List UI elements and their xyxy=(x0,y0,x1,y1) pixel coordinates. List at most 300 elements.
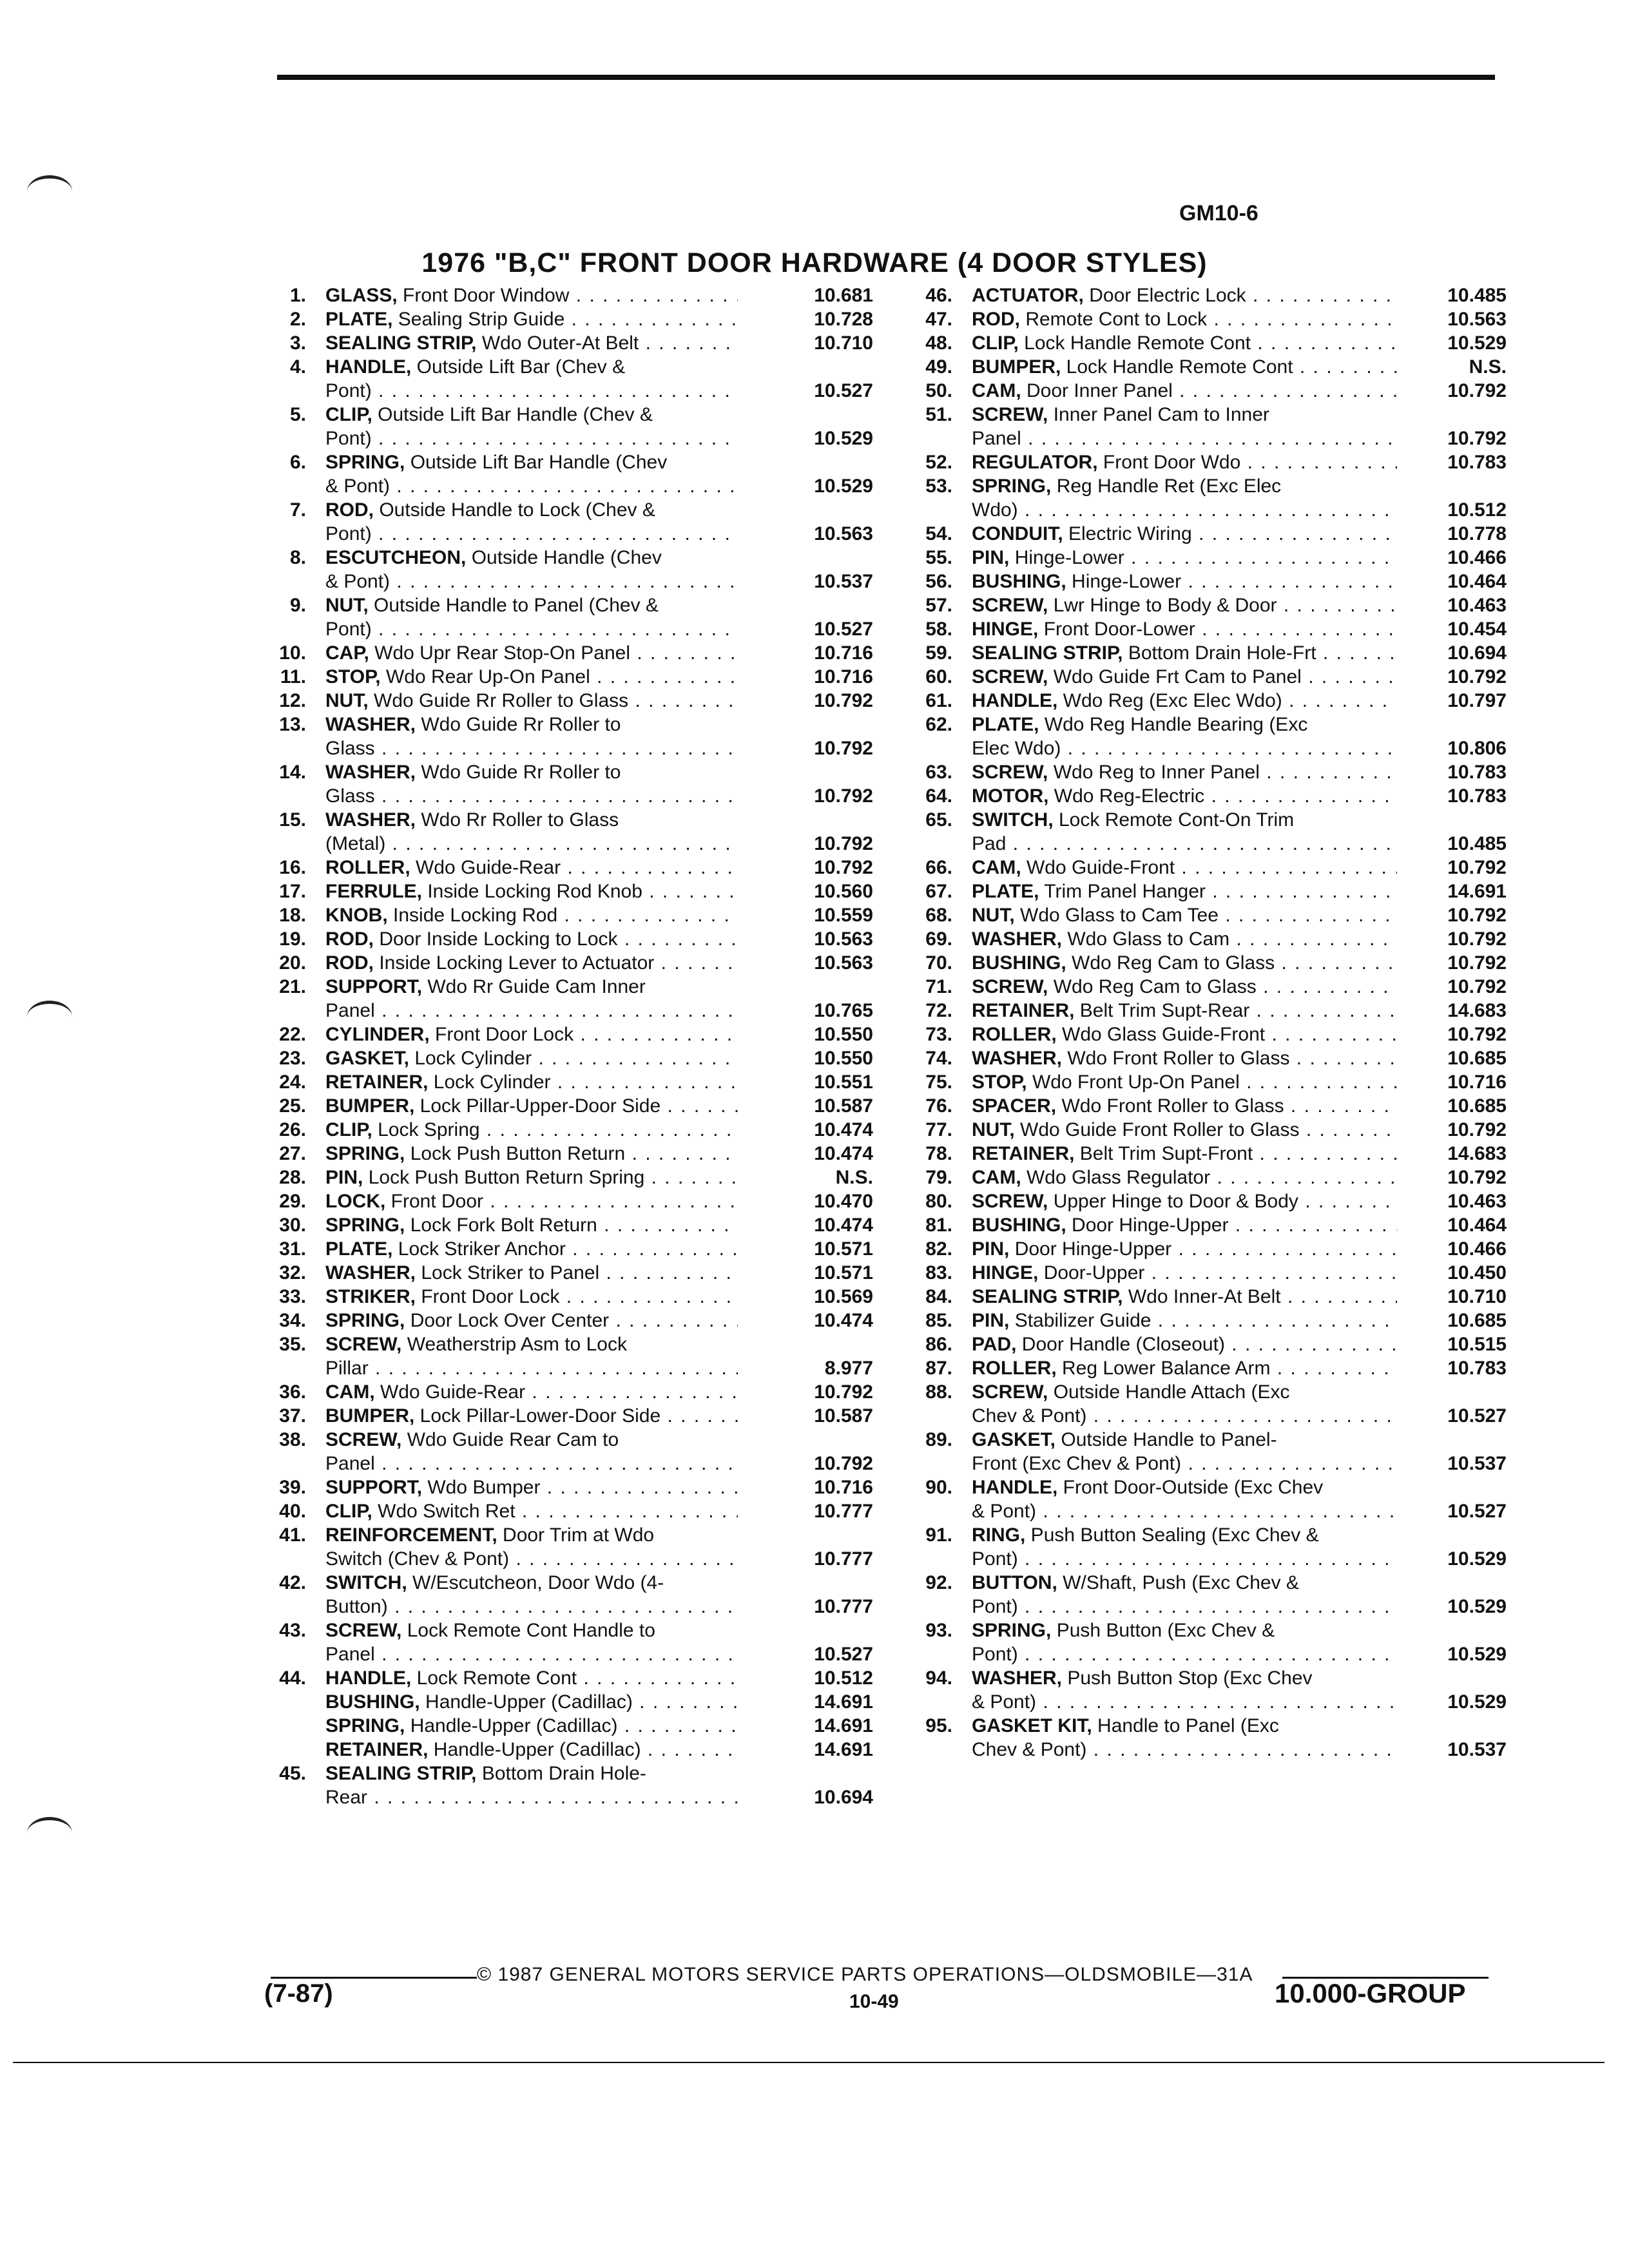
part-name: SEALING STRIP, xyxy=(972,1286,1123,1307)
part-name: RETAINER, xyxy=(325,1739,429,1760)
parts-list-item xyxy=(261,1237,873,1261)
item-number: 36. xyxy=(279,1381,306,1403)
binding-mark xyxy=(27,175,72,191)
parts-list-item xyxy=(907,1023,1507,1046)
item-number: 21. xyxy=(279,976,306,997)
group-number: 10.529 xyxy=(1447,332,1507,354)
parts-list-left xyxy=(261,284,873,1809)
item-number: 67. xyxy=(925,881,952,902)
parts-list-item xyxy=(907,1094,1507,1118)
parts-list-item xyxy=(907,1189,1507,1213)
item-number: 82. xyxy=(925,1238,952,1260)
item-number: 55. xyxy=(925,547,952,568)
part-name: ESCUTCHEON, xyxy=(325,547,467,568)
parts-list-item xyxy=(261,1309,873,1332)
item-description: WASHER, Wdo Guide Rr Roller to xyxy=(325,714,621,735)
group-number: 10.464 xyxy=(1447,571,1507,592)
parts-list-item xyxy=(261,1762,873,1809)
parts-list-item xyxy=(907,1142,1507,1166)
parts-list-item xyxy=(261,331,873,355)
parts-list-item xyxy=(261,1046,873,1070)
item-number: 72. xyxy=(925,1000,952,1021)
group-number: 10.783 xyxy=(1447,1358,1507,1379)
parts-list-item xyxy=(907,903,1507,927)
group-number: 10.527 xyxy=(814,380,873,401)
part-name: CLIP, xyxy=(325,404,372,425)
parts-list-item xyxy=(907,1261,1507,1285)
item-description: Pont) . . . xyxy=(325,427,738,450)
binding-mark xyxy=(27,1817,72,1833)
item-description: BUMPER, Lock Pillar-Upper-Door Side . . . xyxy=(325,1094,738,1118)
item-description: Chev & Pont) . . . xyxy=(972,1404,1397,1428)
copyright-text: © 1987 GENERAL MOTORS SERVICE PARTS OPERATIONS—OLDSMOBILE—31A xyxy=(477,1964,1253,1985)
parts-list-item xyxy=(907,1428,1507,1475)
item-description: Pont) . . . xyxy=(972,1642,1397,1666)
item-number: 65. xyxy=(925,809,952,831)
item-description: SCREW, Outside Handle Attach (Exc xyxy=(972,1381,1290,1403)
parts-list-item xyxy=(261,903,873,927)
item-description: ROD, Inside Locking Lever to Actuator . . . xyxy=(325,951,738,975)
item-number: 13. xyxy=(279,714,306,735)
parts-list-item xyxy=(907,808,1507,856)
group-number: 10.560 xyxy=(814,881,873,902)
part-name: SWITCH, xyxy=(325,1572,407,1593)
item-number: 94. xyxy=(925,1667,952,1689)
parts-list-item xyxy=(907,1475,1507,1523)
group-number: 10.792 xyxy=(814,690,873,711)
group-number: 10.777 xyxy=(814,1501,873,1522)
part-name: BUMPER, xyxy=(325,1405,415,1427)
item-description: Wdo) . . . xyxy=(972,498,1397,522)
group-number: 10.792 xyxy=(1447,857,1507,878)
group-number: 10.792 xyxy=(814,857,873,878)
parts-list-item xyxy=(907,1213,1507,1237)
item-description: SCREW, Upper Hinge to Door & Body . . . xyxy=(972,1189,1397,1213)
item-number: 86. xyxy=(925,1334,952,1355)
parts-list-item xyxy=(261,1738,873,1762)
item-number: 78. xyxy=(925,1143,952,1164)
group-number: 10.710 xyxy=(814,332,873,354)
item-description: Chev & Pont) . . . xyxy=(972,1738,1397,1762)
item-number: 76. xyxy=(925,1095,952,1117)
item-description: NUT, Wdo Glass to Cam Tee . . . xyxy=(972,903,1397,927)
part-name: HANDLE, xyxy=(325,1667,412,1689)
item-description: BUSHING, Door Hinge-Upper . . . xyxy=(972,1213,1397,1237)
item-number: 89. xyxy=(925,1429,952,1450)
item-number: 2. xyxy=(289,309,306,330)
group-number: 10.550 xyxy=(814,1048,873,1069)
parts-list-item xyxy=(261,284,873,307)
item-description: HINGE, Door-Upper . . . xyxy=(972,1261,1397,1285)
group-number: 14.683 xyxy=(1447,1143,1507,1164)
item-description: CAM, Door Inner Panel . . . xyxy=(972,379,1397,403)
item-number: 18. xyxy=(279,905,306,926)
parts-list-item xyxy=(261,665,873,689)
item-number: 40. xyxy=(279,1501,306,1522)
part-name: SPRING, xyxy=(325,1715,405,1736)
item-description: STOP, Wdo Rear Up-On Panel . . . xyxy=(325,665,738,689)
item-number: 95. xyxy=(925,1715,952,1736)
group-number: 10.527 xyxy=(814,1644,873,1665)
item-description: & Pont) . . . xyxy=(325,570,738,593)
parts-list-item xyxy=(907,546,1507,570)
parts-list-item xyxy=(261,713,873,760)
parts-list-item xyxy=(261,879,873,903)
item-number: 24. xyxy=(279,1072,306,1093)
item-number: 54. xyxy=(925,523,952,544)
item-number: 23. xyxy=(279,1048,306,1069)
item-description: Pont) . . . xyxy=(325,379,738,403)
item-number: 5. xyxy=(289,404,306,425)
item-description: CLIP, Lock Spring . . . xyxy=(325,1118,738,1142)
parts-list-item xyxy=(261,355,873,403)
group-number: 10.792 xyxy=(1447,952,1507,974)
item-description: Panel . . . xyxy=(325,1452,738,1475)
group-number: 10.778 xyxy=(1447,523,1507,544)
group-number: 10.571 xyxy=(814,1262,873,1283)
item-description: SPACER, Wdo Front Roller to Glass . . . xyxy=(972,1094,1397,1118)
item-number: 46. xyxy=(925,285,952,306)
part-name: HINGE, xyxy=(972,1262,1039,1283)
part-name: SCREW, xyxy=(325,1620,402,1641)
item-description: Pont) . . . xyxy=(972,1595,1397,1619)
item-number: 16. xyxy=(279,857,306,878)
part-name: HANDLE, xyxy=(325,356,412,378)
footer-date: (7-87) xyxy=(264,1979,333,2008)
parts-list-item xyxy=(907,665,1507,689)
item-description: BUSHING, Wdo Reg Cam to Glass . . . xyxy=(972,951,1397,975)
item-number: 25. xyxy=(279,1095,306,1117)
part-name: GLASS, xyxy=(325,285,398,306)
parts-list-item xyxy=(261,307,873,331)
item-description: REGULATOR, Front Door Wdo . . . xyxy=(972,450,1397,474)
group-number: 10.563 xyxy=(1447,309,1507,330)
group-number: 10.466 xyxy=(1447,547,1507,568)
group-number: 10.454 xyxy=(1447,619,1507,640)
item-number: 85. xyxy=(925,1310,952,1331)
part-name: CONDUIT, xyxy=(972,523,1063,544)
group-number: 10.529 xyxy=(1447,1644,1507,1665)
item-number: 64. xyxy=(925,785,952,807)
item-number: 44. xyxy=(279,1667,306,1689)
group-number: 10.470 xyxy=(814,1191,873,1212)
item-description: CLIP, Outside Lift Bar Handle (Chev & xyxy=(325,404,653,425)
parts-list-item xyxy=(907,1070,1507,1094)
part-name: FERRULE, xyxy=(325,881,422,902)
group-number: 10.512 xyxy=(1447,499,1507,521)
parts-list-item xyxy=(261,927,873,951)
item-number: 19. xyxy=(279,928,306,950)
part-name: RING, xyxy=(972,1524,1026,1546)
item-description: Elec Wdo) . . . xyxy=(972,736,1397,760)
item-description: ROLLER, Reg Lower Balance Arm . . . xyxy=(972,1356,1397,1380)
parts-list-item xyxy=(261,641,873,665)
parts-list-item xyxy=(261,1571,873,1619)
parts-list-item xyxy=(907,689,1507,713)
item-description: (Metal) . . . xyxy=(325,832,738,856)
parts-list-item xyxy=(907,1666,1507,1714)
item-description: SCREW, Wdo Reg Cam to Glass . . . xyxy=(972,975,1397,999)
item-description: WASHER, Wdo Rr Roller to Glass xyxy=(325,809,619,831)
part-name: SEALING STRIP, xyxy=(972,642,1123,664)
item-description: FERRULE, Inside Locking Rod Knob . . . xyxy=(325,879,738,903)
group-number: 10.466 xyxy=(1447,1238,1507,1260)
group-number: 10.783 xyxy=(1447,452,1507,473)
part-name: HANDLE, xyxy=(972,1477,1058,1498)
item-description: Glass . . . xyxy=(325,784,738,808)
item-description: SCREW, Inner Panel Cam to Inner xyxy=(972,404,1269,425)
group-number: 10.797 xyxy=(1447,690,1507,711)
part-name: PAD, xyxy=(972,1334,1017,1355)
part-name: SCREW, xyxy=(972,666,1048,687)
part-name: WASHER, xyxy=(972,1667,1063,1689)
parts-list-item xyxy=(907,951,1507,975)
parts-list-item xyxy=(907,975,1507,999)
item-number: 7. xyxy=(289,499,306,521)
item-description: WASHER, Wdo Guide Rr Roller to xyxy=(325,762,621,783)
item-description: PIN, Door Hinge-Upper . . . xyxy=(972,1237,1397,1261)
item-number: 28. xyxy=(279,1167,306,1188)
group-number: 10.777 xyxy=(814,1548,873,1570)
group-number: 10.685 xyxy=(1447,1048,1507,1069)
parts-list-item xyxy=(907,1714,1507,1762)
part-name: SUPPORT, xyxy=(325,976,423,997)
group-number: 10.529 xyxy=(1447,1596,1507,1617)
parts-list-item xyxy=(907,1356,1507,1380)
group-number: 10.792 xyxy=(1447,666,1507,687)
group-number: 10.681 xyxy=(814,285,873,306)
parts-list-item xyxy=(261,1118,873,1142)
item-number: 29. xyxy=(279,1191,306,1212)
item-description: LOCK, Front Door . . . xyxy=(325,1189,738,1213)
parts-list-item xyxy=(261,546,873,593)
parts-list-item xyxy=(907,1571,1507,1619)
item-description: ROD, Door Inside Locking to Lock . . . xyxy=(325,927,738,951)
footer-rule-left xyxy=(271,1977,477,1979)
item-number: 53. xyxy=(925,476,952,497)
group-number: 10.551 xyxy=(814,1072,873,1093)
group-number: 14.691 xyxy=(814,1739,873,1760)
parts-list-item xyxy=(261,1285,873,1309)
item-description: HANDLE, Outside Lift Bar (Chev & xyxy=(325,356,626,378)
item-description: RETAINER, Belt Trim Supt-Front . . . xyxy=(972,1142,1397,1166)
group-number: 10.569 xyxy=(814,1286,873,1307)
part-name: SCREW, xyxy=(972,1191,1048,1212)
parts-list-item xyxy=(261,1499,873,1523)
item-number: 58. xyxy=(925,619,952,640)
item-description: ROD, Outside Handle to Lock (Chev & xyxy=(325,499,655,521)
parts-list-item xyxy=(907,307,1507,331)
item-description: SUPPORT, Wdo Bumper . . . xyxy=(325,1475,738,1499)
part-name: SEALING STRIP, xyxy=(325,1763,477,1784)
item-number: 35. xyxy=(279,1334,306,1355)
item-number: 43. xyxy=(279,1620,306,1641)
part-name: STRIKER, xyxy=(325,1286,416,1307)
part-name: SPRING, xyxy=(325,1143,405,1164)
item-number: 71. xyxy=(925,976,952,997)
group-number: 10.527 xyxy=(1447,1501,1507,1522)
binding-mark xyxy=(27,1001,72,1017)
item-description: GASKET, Outside Handle to Panel- xyxy=(972,1429,1277,1450)
part-name: ROD, xyxy=(325,928,374,950)
item-number: 90. xyxy=(925,1477,952,1498)
group-number: 10.527 xyxy=(814,619,873,640)
item-description: PLATE, Sealing Strip Guide . . . xyxy=(325,307,738,331)
item-description: BUTTON, W/Shaft, Push (Exc Chev & xyxy=(972,1572,1299,1593)
parts-list-item xyxy=(261,1023,873,1046)
parts-list-item xyxy=(907,593,1507,617)
group-number: 10.485 xyxy=(1447,833,1507,854)
item-description: SPRING, Handle-Upper (Cadillac) . . . xyxy=(325,1714,738,1738)
item-description: SEALING STRIP, Wdo Inner-At Belt . . . xyxy=(972,1285,1397,1309)
part-name: ROLLER, xyxy=(972,1024,1057,1045)
part-name: SPACER, xyxy=(972,1095,1057,1117)
item-description: SCREW, Lwr Hinge to Body & Door . . . xyxy=(972,593,1397,617)
item-number: 59. xyxy=(925,642,952,664)
item-description: SPRING, Outside Lift Bar Handle (Chev xyxy=(325,452,668,473)
part-name: SPRING, xyxy=(325,1215,405,1236)
group-number: 10.474 xyxy=(814,1310,873,1331)
parts-list-item xyxy=(261,1094,873,1118)
parts-list-item xyxy=(261,403,873,450)
group-number: 10.512 xyxy=(814,1667,873,1689)
parts-list-item xyxy=(261,498,873,546)
group-number: 10.685 xyxy=(1447,1095,1507,1117)
parts-list-item xyxy=(907,331,1507,355)
item-number: 62. xyxy=(925,714,952,735)
group-number: 10.792 xyxy=(1447,905,1507,926)
item-description: WASHER, Push Button Stop (Exc Chev xyxy=(972,1667,1313,1689)
parts-list-item xyxy=(261,808,873,856)
parts-list-item xyxy=(907,641,1507,665)
part-name: SWITCH, xyxy=(972,809,1054,831)
group-number: 14.691 xyxy=(1447,881,1507,902)
group-number: 10.792 xyxy=(1447,1024,1507,1045)
group-number: 10.464 xyxy=(1447,1215,1507,1236)
part-name: SEALING STRIP, xyxy=(325,332,477,354)
item-description: SCREW, Wdo Reg to Inner Panel . . . xyxy=(972,760,1397,784)
item-description: CAM, Wdo Glass Regulator . . . xyxy=(972,1166,1397,1189)
part-name: BUMPER, xyxy=(325,1095,415,1117)
item-number: 80. xyxy=(925,1191,952,1212)
item-description: Pont) . . . xyxy=(972,1547,1397,1571)
item-description: Pad . . . xyxy=(972,832,1397,856)
item-description: WASHER, Wdo Front Roller to Glass . . . xyxy=(972,1046,1397,1070)
item-number: 30. xyxy=(279,1215,306,1236)
item-number: 38. xyxy=(279,1429,306,1450)
item-description: PAD, Door Handle (Closeout) . . . xyxy=(972,1332,1397,1356)
parts-list-item xyxy=(907,379,1507,403)
group-label: 10.000-GROUP xyxy=(1275,1978,1466,2008)
part-name: CAM, xyxy=(972,857,1021,878)
item-description: STOP, Wdo Front Up-On Panel . . . xyxy=(972,1070,1397,1094)
group-number: 10.474 xyxy=(814,1119,873,1140)
part-name: ROLLER, xyxy=(325,857,410,878)
part-name: SCREW, xyxy=(972,1381,1048,1403)
item-description: ROLLER, Wdo Guide-Rear . . . xyxy=(325,856,738,879)
group-number: 10.529 xyxy=(1447,1691,1507,1713)
item-number: 77. xyxy=(925,1119,952,1140)
parts-list-item xyxy=(907,784,1507,808)
part-name: BUTTON, xyxy=(972,1572,1057,1593)
item-description: HANDLE, Wdo Reg (Exc Elec Wdo) . . . xyxy=(972,689,1397,713)
part-name: PLATE, xyxy=(972,714,1039,735)
group-number: 10.765 xyxy=(814,1000,873,1021)
item-description: HANDLE, Lock Remote Cont . . . xyxy=(325,1666,738,1690)
item-number: 15. xyxy=(279,809,306,831)
part-name: NUT, xyxy=(972,1119,1015,1140)
item-description: PIN, Stabilizer Guide . . . xyxy=(972,1309,1397,1332)
group-number: 10.792 xyxy=(1447,928,1507,950)
part-name: RETAINER, xyxy=(972,1143,1075,1164)
part-name: CLIP, xyxy=(325,1119,372,1140)
item-number: 34. xyxy=(279,1310,306,1331)
item-description: GLASS, Front Door Window . . . xyxy=(325,284,738,307)
bottom-rule xyxy=(13,2062,1605,2063)
item-description: BUSHING, Hinge-Lower . . . xyxy=(972,570,1397,593)
group-number: 10.710 xyxy=(1447,1286,1507,1307)
parts-list-item xyxy=(907,927,1507,951)
parts-list-item xyxy=(907,999,1507,1023)
parts-list-item xyxy=(907,879,1507,903)
part-name: RETAINER, xyxy=(972,1000,1075,1021)
part-name: SCREW, xyxy=(972,762,1048,783)
parts-list-item xyxy=(261,1714,873,1738)
part-name: BUSHING, xyxy=(972,571,1066,592)
item-number: 10. xyxy=(279,642,306,664)
parts-list-right xyxy=(907,284,1507,1762)
group-number: 10.783 xyxy=(1447,762,1507,783)
item-number: 14. xyxy=(279,762,306,783)
part-name: ROLLER, xyxy=(972,1358,1057,1379)
item-number: 69. xyxy=(925,928,952,950)
group-number: 10.792 xyxy=(814,1381,873,1403)
item-description: GASKET KIT, Handle to Panel (Exc xyxy=(972,1715,1279,1736)
item-description: Front (Exc Chev & Pont) . . . xyxy=(972,1452,1397,1475)
part-name: ROD, xyxy=(325,952,374,974)
item-description: SCREW, Wdo Guide Rear Cam to xyxy=(325,1429,619,1450)
item-number: 61. xyxy=(925,690,952,711)
parts-list-item xyxy=(907,856,1507,879)
part-name: SPRING, xyxy=(325,1310,405,1331)
part-name: STOP, xyxy=(972,1072,1027,1093)
part-name: REINFORCEMENT, xyxy=(325,1524,497,1546)
item-description: Panel . . . xyxy=(325,1642,738,1666)
item-description: BUMPER, Lock Handle Remote Cont . . . xyxy=(972,355,1397,379)
item-number: 75. xyxy=(925,1072,952,1093)
item-number: 8. xyxy=(289,547,306,568)
item-number: 12. xyxy=(279,690,306,711)
item-description: RETAINER, Handle-Upper (Cadillac) . . . xyxy=(325,1738,738,1762)
parts-list-item xyxy=(261,1070,873,1094)
group-number: 10.563 xyxy=(814,952,873,974)
part-name: SCREW, xyxy=(972,976,1048,997)
part-name: SUPPORT, xyxy=(325,1477,423,1498)
parts-list-item xyxy=(907,1332,1507,1356)
part-name: CAP, xyxy=(325,642,369,664)
parts-list-item xyxy=(907,522,1507,546)
top-rule xyxy=(277,75,1495,80)
item-description: CAP, Wdo Upr Rear Stop-On Panel . . . xyxy=(325,641,738,665)
item-description: SCREW, Wdo Guide Frt Cam to Panel . . . xyxy=(972,665,1397,689)
group-number: 10.529 xyxy=(814,428,873,449)
item-number: 49. xyxy=(925,356,952,378)
group-number: 14.683 xyxy=(1447,1000,1507,1021)
group-number: 10.450 xyxy=(1447,1262,1507,1283)
part-name: KNOB, xyxy=(325,905,388,926)
item-description: WASHER, Wdo Glass to Cam . . . xyxy=(972,927,1397,951)
group-number: 10.777 xyxy=(814,1596,873,1617)
